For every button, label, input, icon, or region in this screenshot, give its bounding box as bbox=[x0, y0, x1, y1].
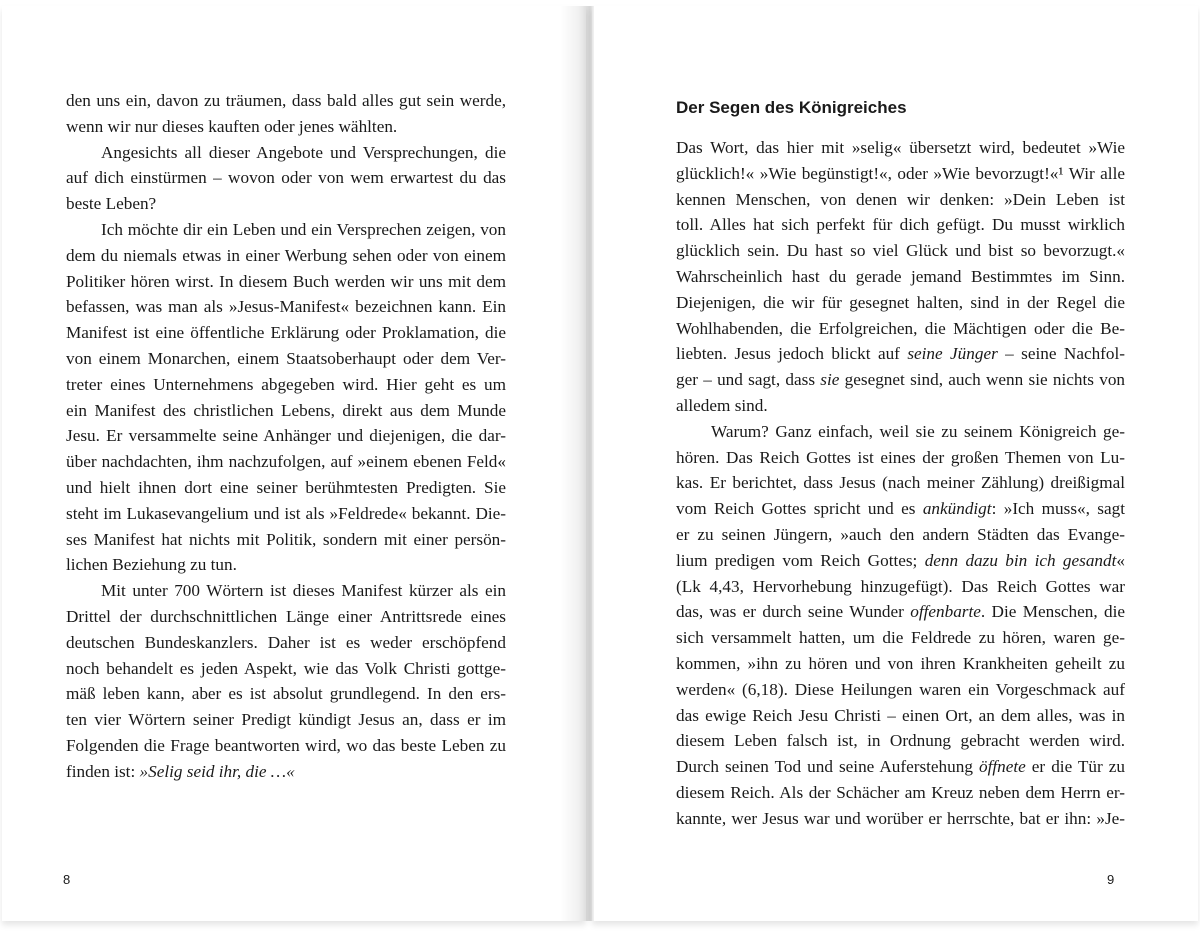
text-line bbox=[676, 238, 1125, 264]
left-page bbox=[2, 6, 586, 921]
text-line bbox=[66, 552, 506, 578]
text-line bbox=[676, 470, 1125, 496]
emphasis-text: offenbarte bbox=[910, 602, 981, 622]
text-run: Wohlhabenden, die Erfolgreichen, die Mächtigen oder die Be- bbox=[676, 318, 1125, 338]
text-run: Diejenigen, die wir für gesegnet halten, sind in der Regel die bbox=[676, 292, 1125, 312]
text-run: toll. Alles hat sich perfekt für dich gefügt. Du musst wirklich bbox=[676, 215, 1125, 235]
text-line bbox=[676, 316, 1125, 342]
text-line bbox=[66, 88, 506, 114]
text-run: von einem Monarchen, einem Staatsoberhaupt oder dem Ver- bbox=[66, 348, 506, 368]
text-run: « bbox=[1116, 550, 1125, 570]
text-run: kommen, »ihn zu hören und von ihren Krankheiten geheilt zu bbox=[676, 653, 1125, 673]
left-page-body-text bbox=[66, 88, 506, 785]
emphasis-text: »Selig seid ihr, die …« bbox=[139, 761, 295, 781]
text-run: befassen, was man als »Jesus-Manifest« bezeichnen kann. Ein bbox=[66, 297, 506, 317]
emphasis-text: seine Jünger bbox=[907, 344, 998, 364]
text-line bbox=[66, 527, 506, 553]
text-run: wenn wir nur dieses kauften oder jenes wählten. bbox=[66, 116, 398, 136]
text-run: : »Ich muss«, sagt bbox=[991, 499, 1125, 519]
right-page-number: 9 bbox=[1107, 872, 1115, 887]
text-run: Warum? Ganz einfach, weil sie zu seinem Königreich ge- bbox=[711, 421, 1125, 441]
text-run: Drittel der durchschnittlichen Länge einer Antrittsrede eines bbox=[66, 606, 506, 626]
emphasis-text: ankündigt bbox=[922, 499, 992, 519]
text-run: beste Leben? bbox=[66, 194, 157, 214]
text-run: lichen Beziehung zu tun. bbox=[66, 555, 237, 575]
text-line bbox=[676, 496, 1125, 522]
section-heading: Der Segen des Königreiches bbox=[676, 98, 907, 117]
text-run: Angesichts all dieser Angebote und Versprechungen, die bbox=[101, 142, 506, 162]
text-line bbox=[676, 341, 1125, 367]
text-line bbox=[676, 290, 1125, 316]
text-run: kennen Menschen, von denen wir denken: »Dein Leben ist bbox=[676, 189, 1125, 209]
text-run: finden ist: bbox=[66, 761, 140, 781]
text-run: sich versammelt hatten, um die Feldrede zu hören, waren ge- bbox=[676, 628, 1125, 648]
text-run: Folgenden die Frage beantworten wird, wo das beste Leben zu bbox=[66, 735, 506, 755]
text-run: Manifest ist eine öffentliche Erklärung oder Proklamation, die bbox=[66, 323, 506, 343]
text-run: Wahrscheinlich hast du gerade jemand Bestimmtes im Sinn. bbox=[676, 266, 1125, 286]
text-run: das, was er durch seine Wunder bbox=[676, 602, 911, 622]
text-line bbox=[676, 367, 1125, 393]
text-line bbox=[66, 346, 506, 372]
text-line bbox=[66, 681, 506, 707]
text-line bbox=[66, 501, 506, 527]
text-run: . Die Menschen, die bbox=[980, 602, 1125, 622]
text-line bbox=[676, 703, 1125, 729]
text-line bbox=[66, 320, 506, 346]
text-run: – seine Nachfol- bbox=[997, 344, 1125, 364]
text-line bbox=[676, 574, 1125, 600]
text-run: auf dich einstürmen – wovon oder von wem erwartest du das bbox=[66, 168, 506, 188]
text-line bbox=[676, 625, 1125, 651]
text-run: ses Manifest hat nichts mit Politik, sondern mit einer persön- bbox=[66, 529, 506, 549]
text-line bbox=[66, 217, 506, 243]
text-line bbox=[66, 114, 506, 140]
text-line bbox=[676, 161, 1125, 187]
text-line bbox=[676, 780, 1125, 806]
text-line bbox=[66, 656, 506, 682]
text-run: treter eines Unternehmens abgegeben wird. Hier geht es um bbox=[66, 374, 506, 394]
text-line bbox=[66, 733, 506, 759]
text-line bbox=[676, 754, 1125, 780]
text-line bbox=[676, 677, 1125, 703]
text-run: das ewige Reich Jesu Christi – einen Ort, an dem alles, was in bbox=[676, 705, 1125, 725]
text-run: kannte, wer Jesus war und worüber er herrschte, bat er ihn: »Je- bbox=[676, 808, 1125, 828]
text-run: Politiker hören wirst. In diesem Buch werden wir uns mit dem bbox=[66, 271, 506, 291]
text-line bbox=[66, 398, 506, 424]
left-page-number: 8 bbox=[63, 872, 71, 887]
text-run: gesegnet sind, auch wenn sie nichts von bbox=[839, 370, 1126, 390]
text-run: mäß leben kann, aber es ist absolut grundlegend. In den ers- bbox=[66, 684, 506, 704]
text-run: alledem sind. bbox=[676, 395, 768, 415]
text-line bbox=[676, 599, 1125, 625]
right-page bbox=[592, 6, 1198, 921]
book-gutter-shadow bbox=[560, 6, 594, 921]
text-line bbox=[676, 393, 1125, 419]
text-line bbox=[66, 294, 506, 320]
text-run: dem du niemals etwas in einer Werbung sehen oder von einem bbox=[66, 245, 506, 265]
text-run: deutschen Bundeskanzlers. Daher ist es weder erschöpfend bbox=[66, 632, 506, 652]
text-line bbox=[676, 264, 1125, 290]
text-run: ein Manifest des christlichen Lebens, direkt aus dem Munde bbox=[66, 400, 506, 420]
text-line bbox=[676, 522, 1125, 548]
text-line bbox=[66, 630, 506, 656]
text-line bbox=[676, 445, 1125, 471]
text-line bbox=[676, 419, 1125, 445]
text-line bbox=[66, 372, 506, 398]
text-run: über nachdachten, ihm nachzufolgen, auf »einem ebenen Feld« bbox=[66, 452, 506, 472]
text-line bbox=[66, 243, 506, 269]
text-line bbox=[66, 423, 506, 449]
text-line bbox=[676, 806, 1125, 832]
emphasis-text: sie bbox=[820, 370, 840, 390]
text-line bbox=[66, 449, 506, 475]
text-line bbox=[66, 191, 506, 217]
emphasis-text: öffnete bbox=[978, 757, 1026, 777]
text-run: kas. Er berichtet, dass Jesus (nach meiner Zählung) dreißigmal bbox=[676, 473, 1125, 493]
text-line bbox=[66, 140, 506, 166]
text-run: Ich möchte dir ein Leben und ein Versprechen zeigen, von bbox=[101, 219, 506, 239]
text-run: und hielt ihnen dort eine seiner berühmtesten Predigten. Sie bbox=[66, 477, 506, 497]
text-run: vom Reich Gottes spricht und es bbox=[676, 499, 923, 519]
text-run: Mit unter 700 Wörtern ist dieses Manifest kürzer als ein bbox=[101, 581, 506, 601]
text-run: steht im Lukasevangelium und ist als »Feldrede« bekannt. Die- bbox=[66, 503, 506, 523]
text-run: diesem Reich. Als der Schächer am Kreuz neben dem Herrn er- bbox=[676, 782, 1125, 802]
text-line bbox=[66, 759, 506, 785]
text-run: glücklich sein. Du hast so viel Glück und bist so bevorzugt.« bbox=[676, 241, 1125, 261]
text-run: diesem Leben falsch ist, in Ordnung gebracht werden wird. bbox=[676, 731, 1125, 751]
text-line bbox=[676, 187, 1125, 213]
text-run: Jesu. Er versammelte seine Anhänger und diejenigen, die dar- bbox=[66, 426, 506, 446]
text-line bbox=[66, 604, 506, 630]
text-run: liebten. Jesus jedoch blickt auf bbox=[676, 344, 908, 364]
text-line bbox=[66, 475, 506, 501]
text-line bbox=[66, 165, 506, 191]
text-line bbox=[66, 269, 506, 295]
text-run: ten vier Wörtern seiner Predigt kündigt Jesus an, dass er im bbox=[66, 710, 506, 730]
text-line bbox=[66, 707, 506, 733]
text-run: werden« (6,18). Diese Heilungen waren ein Vorgeschmack auf bbox=[676, 679, 1125, 699]
text-run: (Lk 4,43, Hervorhebung hinzugefügt). Das Reich Gottes war bbox=[676, 576, 1125, 596]
text-run: er zu seinen Jüngern, »auch den andern Städten das Evange- bbox=[676, 524, 1125, 544]
text-run: Durch seinen Tod und seine Auferstehung bbox=[676, 757, 979, 777]
text-run: den uns ein, davon zu träumen, dass bald alles gut sein werde, bbox=[66, 91, 506, 110]
text-run: hören. Das Reich Gottes ist eines der großen Themen von Lu- bbox=[676, 447, 1125, 467]
text-run: glücklich!« »Wie begünstigt!«, oder »Wie bevorzugt!«¹ Wir alle bbox=[676, 163, 1125, 183]
text-run: er die Tür zu bbox=[1025, 757, 1126, 777]
text-line bbox=[676, 728, 1125, 754]
text-line bbox=[676, 212, 1125, 238]
right-page-body-text bbox=[676, 135, 1125, 832]
text-line bbox=[676, 548, 1125, 574]
text-run: Das Wort, das hier mit »selig« übersetzt wird, bedeutet »Wie bbox=[676, 138, 1125, 157]
text-line bbox=[676, 651, 1125, 677]
emphasis-text: denn dazu bin ich gesandt bbox=[924, 550, 1117, 570]
text-run: ger – und sagt, dass bbox=[676, 370, 821, 390]
text-line bbox=[66, 578, 506, 604]
text-line bbox=[676, 135, 1125, 161]
text-run: noch behandelt es jeden Aspekt, wie das Volk Christi gottge- bbox=[66, 658, 506, 678]
text-run: lium predigen vom Reich Gottes; bbox=[676, 550, 925, 570]
